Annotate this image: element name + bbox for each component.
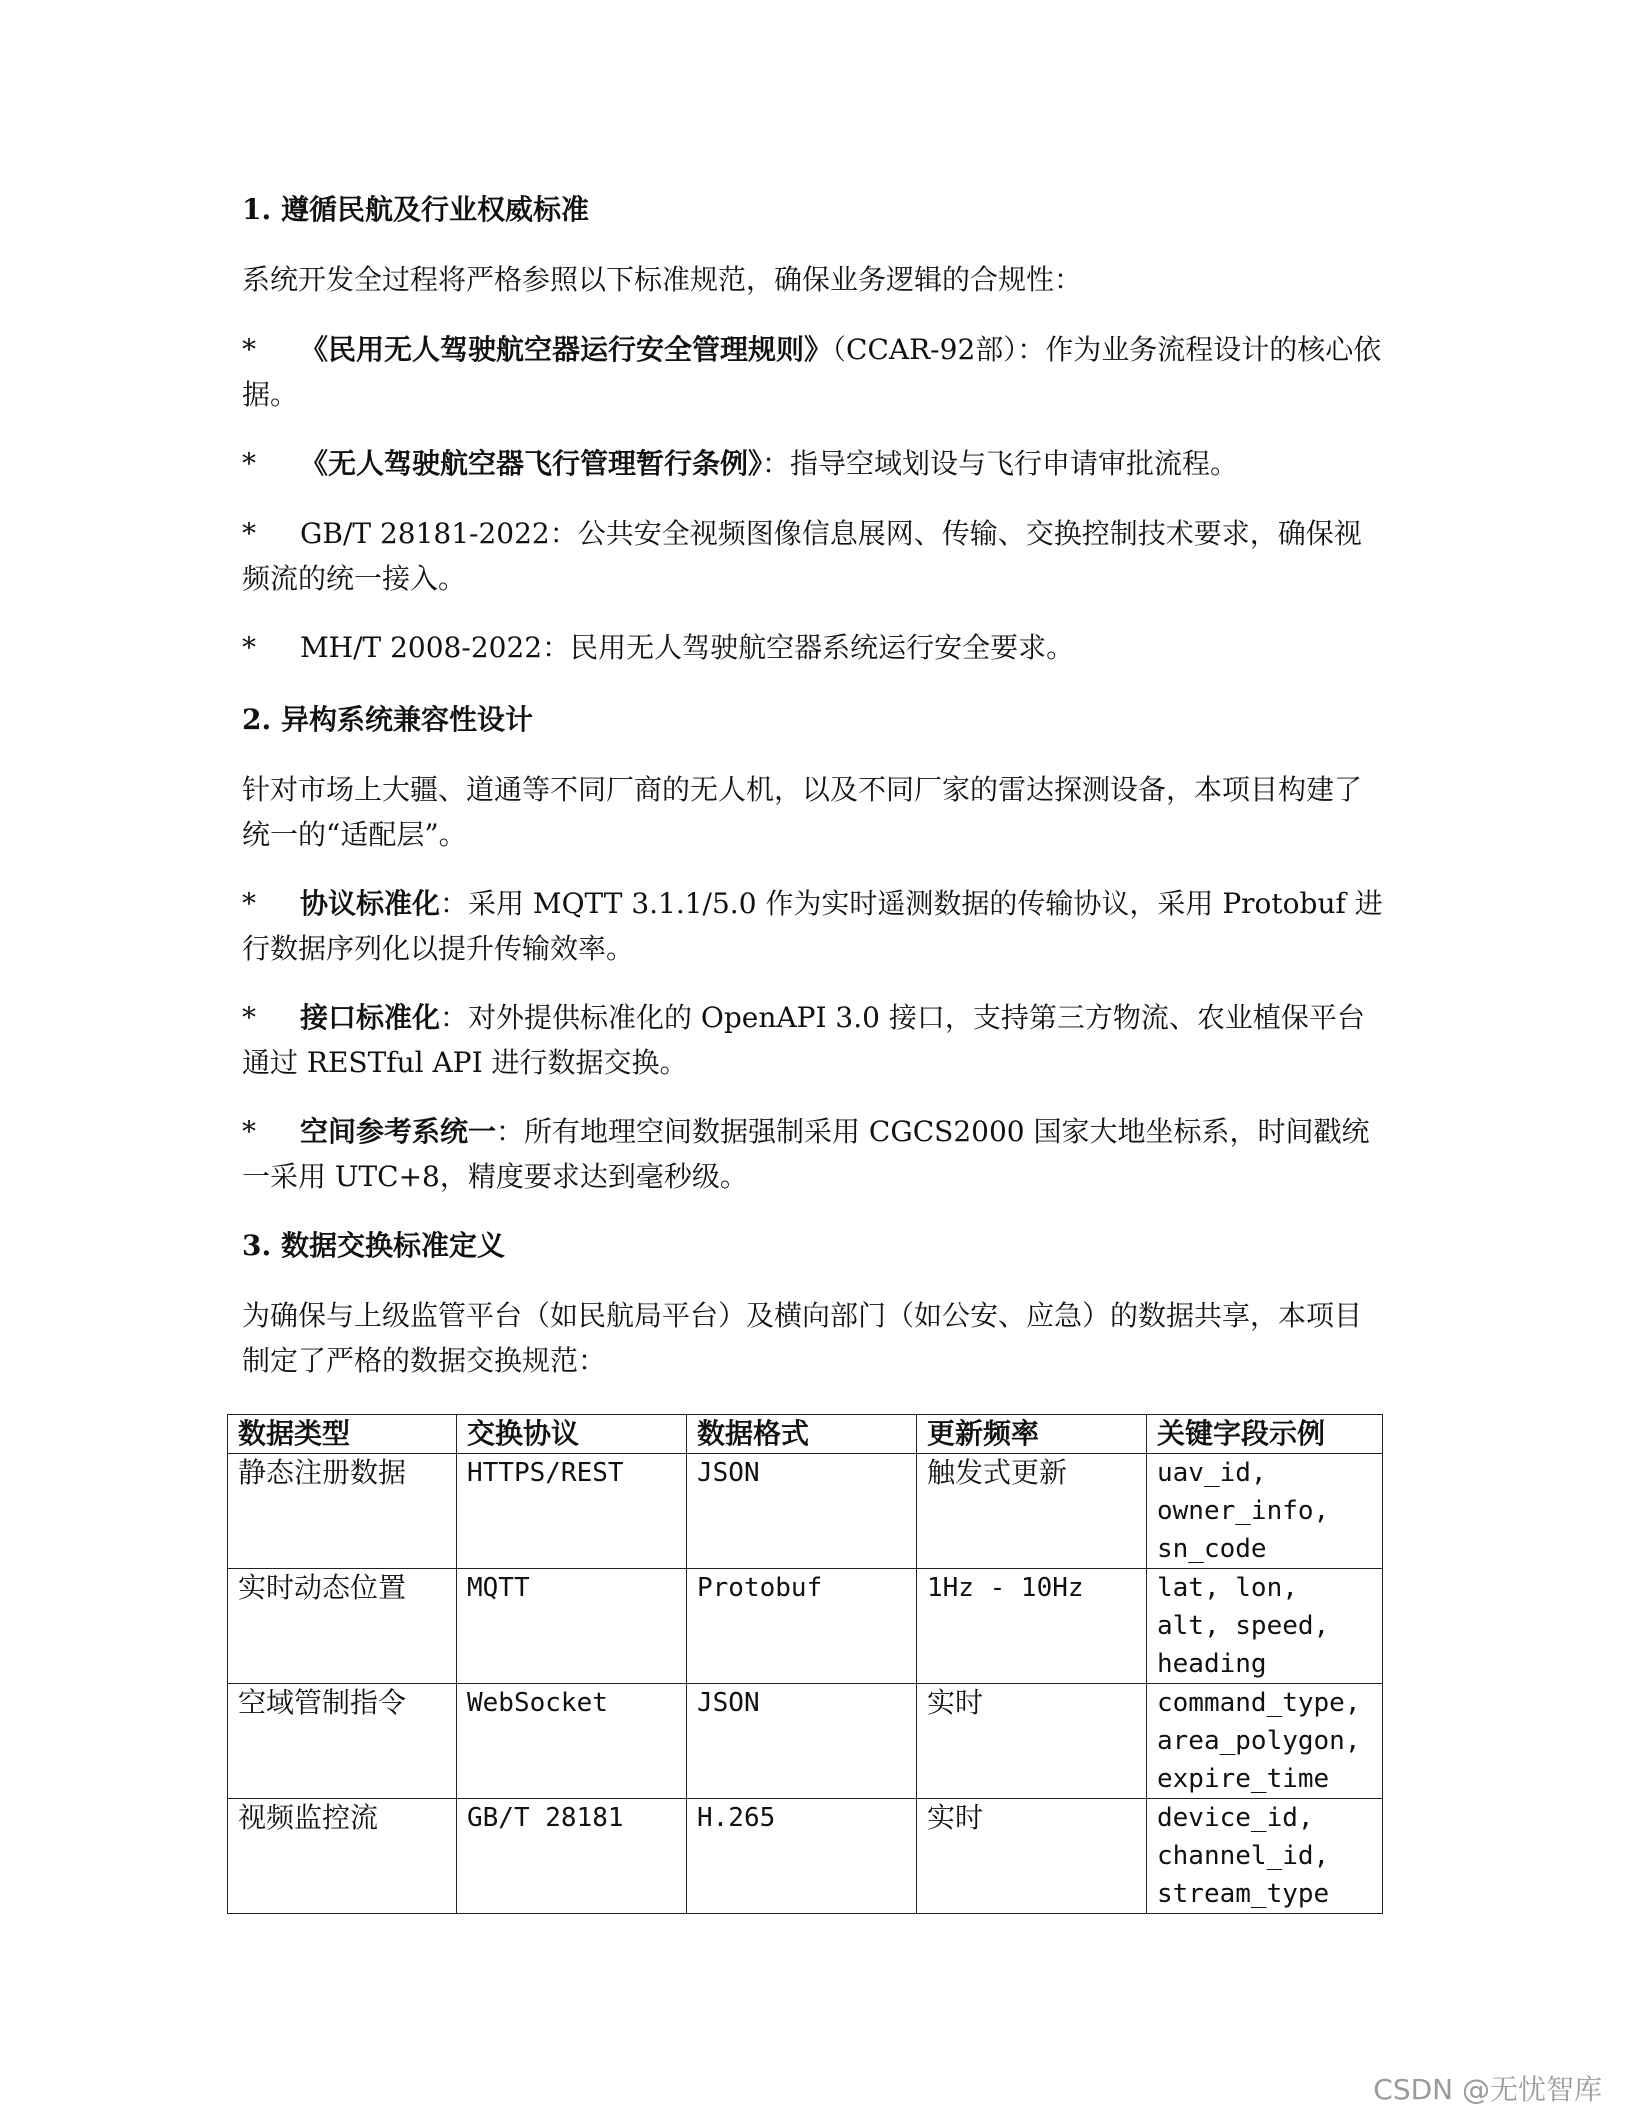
table-cell: 空域管制指令 xyxy=(228,1684,457,1799)
bullet-icon: * xyxy=(242,333,256,366)
list-item xyxy=(242,995,1384,1085)
column-header: 交换协议 xyxy=(457,1415,687,1454)
list-item-text: ：指导空域划设与飞行申请审批流程。 xyxy=(762,447,1239,480)
table-cell: 1Hz - 10Hz xyxy=(917,1569,1147,1684)
list-item-label: 接口标准化 xyxy=(300,1001,441,1034)
table-cell: lat, lon, alt, speed, heading xyxy=(1147,1569,1383,1684)
table-row xyxy=(228,1684,1383,1799)
doc-title: 《民用无人驾驶航空器运行安全管理规则》 xyxy=(300,333,833,366)
table-cell: JSON xyxy=(687,1454,917,1569)
bullet-icon: * xyxy=(242,887,256,920)
list-item-label: 空间参考系统一 xyxy=(300,1115,497,1148)
list-item xyxy=(242,511,1384,601)
list-item-text: ：所有地理空间数据强制采用 CGCS2000 国家大地坐标系，时间戳统一采用 UTC+8，精度要求达到毫秒级。 xyxy=(242,1115,1370,1193)
column-header: 更新频率 xyxy=(917,1415,1147,1454)
list-item-text: （CCAR-92部）：作为业务流程设计的核心依据。 xyxy=(242,333,1382,411)
list-item-label: 协议标准化 xyxy=(300,887,441,920)
table-cell: 触发式更新 xyxy=(917,1454,1147,1569)
data-exchange-table xyxy=(227,1414,1383,1914)
table-cell: 实时 xyxy=(917,1799,1147,1914)
table-cell: 视频监控流 xyxy=(228,1799,457,1914)
bullet-icon: * xyxy=(242,517,256,550)
list-item-text: ：采用 MQTT 3.1.1/5.0 作为实时遥测数据的传输协议，采用 Protobuf 进行数据序列化以提升传输效率。 xyxy=(242,887,1383,965)
section2-heading: 2. 异构系统兼容性设计 xyxy=(242,703,533,736)
table-cell: 静态注册数据 xyxy=(228,1454,457,1569)
bullet-icon: * xyxy=(242,631,256,664)
section1-intro: 系统开发全过程将严格参照以下标准规范，确保业务逻辑的合规性： xyxy=(242,263,1083,296)
table-cell: H.265 xyxy=(687,1799,917,1914)
table-header-row xyxy=(228,1415,1383,1454)
table-cell: GB/T 28181 xyxy=(457,1799,687,1914)
list-item-text: ：对外提供标准化的 OpenAPI 3.0 接口，支持第三方物流、农业植保平台通过 RESTful API 进行数据交换。 xyxy=(242,1001,1365,1079)
table-cell: WebSocket xyxy=(457,1684,687,1799)
watermark: CSDN @无忧智库 xyxy=(1373,2073,1602,2106)
column-header: 数据格式 xyxy=(687,1415,917,1454)
section2-intro: 针对市场上大疆、道通等不同厂商的无人机，以及不同厂家的雷达探测设备，本项目构建了统一的“适配层”。 xyxy=(242,773,1363,851)
section3-intro: 为确保与上级监管平台（如民航局平台）及横向部门（如公安、应急）的数据共享，本项目制定了严格的数据交换规范： xyxy=(242,1299,1363,1377)
list-item xyxy=(242,441,1384,486)
table-cell: Protobuf xyxy=(687,1569,917,1684)
list-item xyxy=(242,881,1384,971)
bullet-icon: * xyxy=(242,447,256,480)
bullet-icon: * xyxy=(242,1001,256,1034)
table-row xyxy=(228,1569,1383,1684)
section3-heading: 3. 数据交换标准定义 xyxy=(242,1229,505,1262)
table-cell: MQTT xyxy=(457,1569,687,1684)
list-item-text: GB/T 28181-2022：公共安全视频图像信息展网、传输、交换控制技术要求，确保视频流的统一接入。 xyxy=(242,517,1362,595)
bullet-icon: * xyxy=(242,1115,256,1148)
table-cell: uav_id, owner_info, sn_code xyxy=(1147,1454,1383,1569)
table-row xyxy=(228,1454,1383,1569)
table-cell: 实时动态位置 xyxy=(228,1569,457,1684)
table-cell: command_type, area_polygon, expire_time xyxy=(1147,1684,1383,1799)
table-cell: JSON xyxy=(687,1684,917,1799)
column-header: 数据类型 xyxy=(228,1415,457,1454)
doc-title: 《无人驾驶航空器飞行管理暂行条例》 xyxy=(300,447,763,480)
list-item-text: MH/T 2008-2022：民用无人驾驶航空器系统运行安全要求。 xyxy=(300,631,1075,664)
list-item xyxy=(242,625,1384,670)
table-row xyxy=(228,1799,1383,1914)
section1-heading: 1. 遵循民航及行业权威标准 xyxy=(242,193,589,226)
list-item xyxy=(242,327,1384,417)
list-item xyxy=(242,1109,1384,1199)
table-cell: device_id, channel_id, stream_type xyxy=(1147,1799,1383,1914)
table-cell: HTTPS/REST xyxy=(457,1454,687,1569)
table-cell: 实时 xyxy=(917,1684,1147,1799)
column-header: 关键字段示例 xyxy=(1147,1415,1383,1454)
